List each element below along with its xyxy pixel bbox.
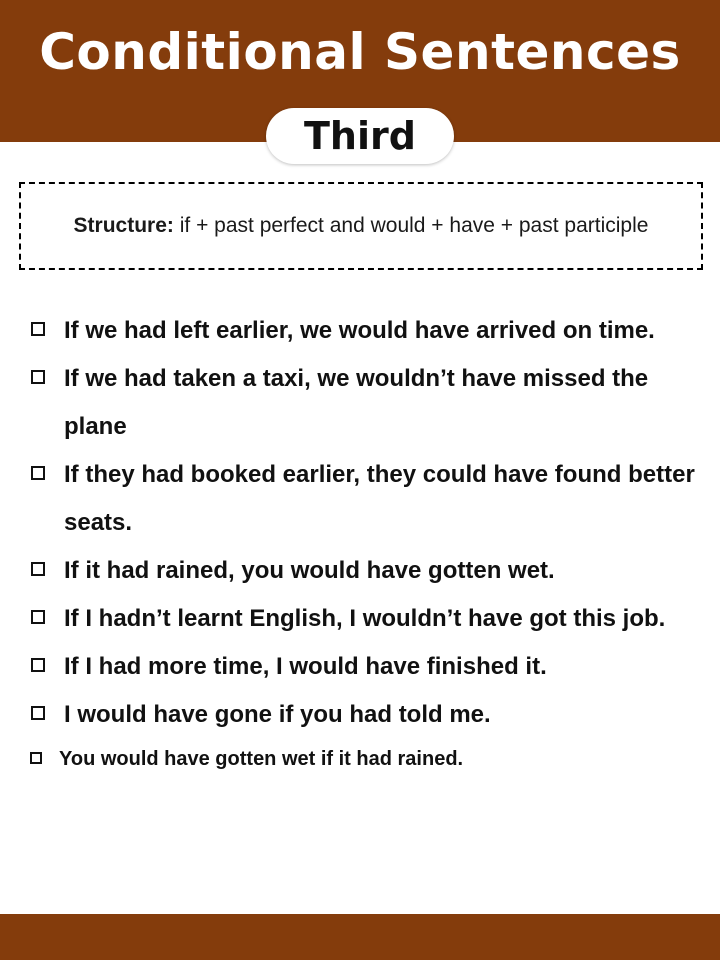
- checkbox-bullet-icon: [31, 370, 45, 384]
- structure-label: Structure:: [73, 214, 174, 237]
- example-text: If I had more time, I would have finished it.: [64, 653, 547, 680]
- example-text: You would have gotten wet if it had rained.: [59, 748, 464, 770]
- checkbox-bullet-icon: [31, 562, 45, 576]
- list-item: [28, 355, 698, 451]
- list-item: [28, 307, 698, 355]
- structure-text: if + past perfect and would + have + past participle: [179, 214, 649, 237]
- checkbox-bullet-icon: [31, 610, 45, 624]
- checkbox-bullet-icon: [31, 466, 45, 480]
- example-text: If it had rained, you would have gotten wet.: [64, 557, 555, 584]
- example-text: If they had booked earlier, they could have found better seats.: [64, 461, 695, 536]
- example-text: If we had left earlier, we would have arrived on time.: [64, 317, 655, 344]
- list-item: [28, 739, 698, 779]
- example-list: [28, 307, 698, 779]
- list-item: [28, 547, 698, 595]
- subtitle-badge: [266, 108, 454, 164]
- example-text: I would have gone if you had told me.: [64, 701, 491, 728]
- checkbox-bullet-icon: [31, 706, 45, 720]
- example-text: If we had taken a taxi, we wouldn’t have missed the plane: [64, 365, 649, 440]
- list-item: [28, 451, 698, 547]
- checkbox-bullet-icon: [31, 322, 45, 336]
- list-item: [28, 595, 698, 643]
- example-text: If I hadn’t learnt English, I wouldn’t have got this job.: [64, 605, 666, 632]
- list-item: [28, 643, 698, 691]
- checkbox-bullet-icon: [31, 658, 45, 672]
- page-title: Conditional Sentences: [39, 23, 681, 81]
- footer-band: [0, 914, 720, 960]
- structure-formula: [74, 214, 649, 238]
- checkbox-bullet-icon: [30, 752, 42, 764]
- structure-box: [19, 182, 703, 270]
- subtitle-label: Third: [304, 114, 416, 158]
- list-item: [28, 691, 698, 739]
